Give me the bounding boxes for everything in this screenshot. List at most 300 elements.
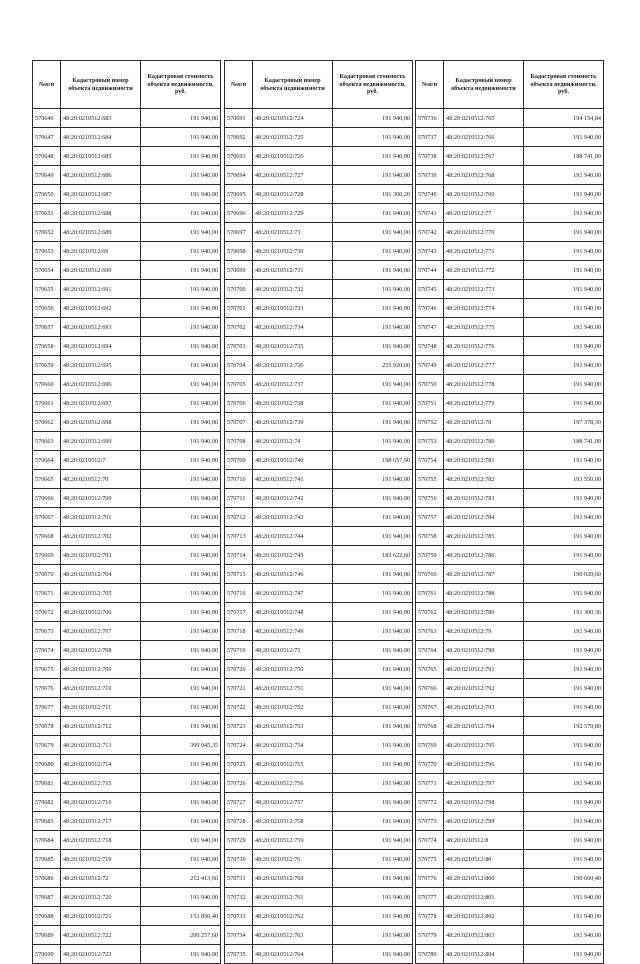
cadastral-value: 191 940,00 xyxy=(524,793,604,812)
table-row xyxy=(33,299,221,318)
row-number: 570748 xyxy=(416,337,444,356)
cadastral-number: 48:20:0210512:773 xyxy=(444,280,524,299)
cadastral-value: 191 940,00 xyxy=(333,394,413,413)
cadastral-value: 191 940,00 xyxy=(141,622,221,641)
table-row xyxy=(416,698,604,717)
row-number: 570690 xyxy=(33,945,61,964)
row-number: 570652 xyxy=(33,223,61,242)
table-row xyxy=(225,432,413,451)
row-number: 570693 xyxy=(225,147,253,166)
table-row xyxy=(225,717,413,736)
cadastral-number: 48:20:0210512:712 xyxy=(61,717,141,736)
table-row xyxy=(416,261,604,280)
table-row xyxy=(33,337,221,356)
cadastral-value: 191 940,00 xyxy=(333,280,413,299)
cadastral-number: 48:20:0210512:746 xyxy=(253,565,333,584)
cadastral-number: 48:20:0210512:803 xyxy=(444,926,524,945)
cadastral-number: 48:20:0210512:689 xyxy=(61,223,141,242)
row-number: 570689 xyxy=(33,926,61,945)
header-row xyxy=(33,61,221,109)
table-row xyxy=(33,717,221,736)
cadastral-value: 191 940,00 xyxy=(333,888,413,907)
cadastral-value: 191 940,00 xyxy=(141,261,221,280)
cadastral-value: 191 940,00 xyxy=(524,223,604,242)
cadastral-number: 48:20:0210512:74 xyxy=(253,432,333,451)
table-row xyxy=(225,565,413,584)
table-row xyxy=(416,375,604,394)
row-number: 570762 xyxy=(416,603,444,622)
cadastral-value: 191 940,00 xyxy=(141,337,221,356)
cadastral-number: 48:20:0210512:79 xyxy=(444,622,524,641)
row-number: 570738 xyxy=(416,147,444,166)
cadastral-value: 191 940,00 xyxy=(141,717,221,736)
table-row xyxy=(416,356,604,375)
cadastral-value: 191 940,00 xyxy=(141,508,221,527)
cadastral-value: 191 940,00 xyxy=(141,850,221,869)
cadastral-number: 48:20:0210512:738 xyxy=(253,394,333,413)
cadastral-value: 191 940,00 xyxy=(141,660,221,679)
row-number: 570713 xyxy=(225,527,253,546)
row-number: 570709 xyxy=(225,451,253,470)
cadastral-number: 48:20:0210512:777 xyxy=(444,356,524,375)
cadastral-number: 48:20:0210512:760 xyxy=(253,869,333,888)
row-number: 570662 xyxy=(33,413,61,432)
row-number: 570778 xyxy=(416,907,444,926)
table-row xyxy=(416,850,604,869)
row-number: 570649 xyxy=(33,166,61,185)
cadastral-number: 48:20:0210512:791 xyxy=(444,660,524,679)
cadastral-value: 191 940,00 xyxy=(141,204,221,223)
row-number: 570763 xyxy=(416,622,444,641)
row-number: 570665 xyxy=(33,470,61,489)
cadastral-number: 48:20:0210512:775 xyxy=(444,318,524,337)
cadastral-value: 191 940,00 xyxy=(524,831,604,850)
row-number: 570664 xyxy=(33,451,61,470)
cadastral-number: 48:20:0210512:726 xyxy=(253,147,333,166)
table-row xyxy=(225,489,413,508)
row-number: 570714 xyxy=(225,546,253,565)
table-row xyxy=(416,413,604,432)
cadastral-value: 191 940,00 xyxy=(333,907,413,926)
cadastral-value: 191 940,00 xyxy=(141,793,221,812)
row-number: 570725 xyxy=(225,755,253,774)
row-number: 570670 xyxy=(33,565,61,584)
cadastral-number: 48:20:0210512:80 xyxy=(444,850,524,869)
cadastral-number: 48:20:0210512:716 xyxy=(61,793,141,812)
cadastral-number: 48:20:0210512:739 xyxy=(253,413,333,432)
table-row xyxy=(416,489,604,508)
table-row xyxy=(416,299,604,318)
header-cadastral-number: Кадастровый номер объекта недвижимости xyxy=(253,61,333,109)
cadastral-number: 48:20:0210512:758 xyxy=(253,812,333,831)
cadastral-number: 48:20:0210512:776 xyxy=(444,337,524,356)
row-number: 570729 xyxy=(225,831,253,850)
table-row xyxy=(33,812,221,831)
cadastral-value: 191 940,00 xyxy=(524,812,604,831)
cadastral-number: 48:20:0210512:753 xyxy=(253,717,333,736)
cadastral-value: 191 940,00 xyxy=(524,888,604,907)
table-row xyxy=(225,413,413,432)
row-number: 570749 xyxy=(416,356,444,375)
row-number: 570733 xyxy=(225,907,253,926)
cadastral-value: 191 940,00 xyxy=(141,546,221,565)
cadastral-value: 191 940,00 xyxy=(333,223,413,242)
cadastral-number: 48:20:0210512:745 xyxy=(253,546,333,565)
cadastral-number: 48:20:0210512:69 xyxy=(61,242,141,261)
cadastral-value: 191 940,00 xyxy=(333,337,413,356)
table-row xyxy=(33,546,221,565)
cadastral-value: 191 940,00 xyxy=(141,812,221,831)
row-number: 570687 xyxy=(33,888,61,907)
cadastral-number: 48:20:0210512:702 xyxy=(61,527,141,546)
row-number: 570752 xyxy=(416,413,444,432)
header-cadastral-value: Кадастровая стоимость объекта недвижимости, руб. xyxy=(333,61,413,109)
table-row xyxy=(416,641,604,660)
cadastral-value: 191 940,00 xyxy=(141,109,221,128)
row-number: 570646 xyxy=(33,109,61,128)
table-row xyxy=(416,280,604,299)
row-number: 570764 xyxy=(416,641,444,660)
table-row xyxy=(33,128,221,147)
table-row xyxy=(33,736,221,755)
cadastral-table-2 xyxy=(224,60,413,964)
cadastral-number: 48:20:0210512:789 xyxy=(444,603,524,622)
cadastral-value: 191 940,00 xyxy=(333,945,413,964)
table-row xyxy=(416,736,604,755)
table-row xyxy=(416,185,604,204)
row-number: 570648 xyxy=(33,147,61,166)
cadastral-number: 48:20:0210512:730 xyxy=(253,242,333,261)
row-number: 570702 xyxy=(225,318,253,337)
cadastral-number: 48:20:0210512:757 xyxy=(253,793,333,812)
cadastral-value: 191 940,00 xyxy=(333,109,413,128)
row-number: 570658 xyxy=(33,337,61,356)
row-number: 570732 xyxy=(225,888,253,907)
header-cadastral-value: Кадастровая стоимость объекта недвижимости, руб. xyxy=(524,61,604,109)
cadastral-number: 48:20:0210512:741 xyxy=(253,470,333,489)
table-row xyxy=(33,280,221,299)
row-number: 570739 xyxy=(416,166,444,185)
cadastral-value: 191 940,00 xyxy=(524,242,604,261)
cadastral-number: 48:20:0210512:700 xyxy=(61,489,141,508)
table-row xyxy=(225,793,413,812)
cadastral-value: 198 657,90 xyxy=(333,451,413,470)
cadastral-number: 48:20:0210512:78 xyxy=(444,413,524,432)
row-number: 570735 xyxy=(225,945,253,964)
table-row xyxy=(33,413,221,432)
cadastral-value: 191 940,00 xyxy=(524,907,604,926)
table-row xyxy=(225,945,413,964)
table-row xyxy=(33,489,221,508)
row-number: 570777 xyxy=(416,888,444,907)
table-row xyxy=(33,755,221,774)
cadastral-value: 191 940,00 xyxy=(333,603,413,622)
cadastral-number: 48:20:0210512:718 xyxy=(61,831,141,850)
cadastral-number: 48:20:0210512:713 xyxy=(61,736,141,755)
row-number: 570700 xyxy=(225,280,253,299)
cadastral-number: 48:20:0210512:77 xyxy=(444,204,524,223)
cadastral-number: 48:20:0210512:685 xyxy=(61,147,141,166)
cadastral-number: 48:20:0210512:774 xyxy=(444,299,524,318)
cadastral-value: 191 940,00 xyxy=(333,204,413,223)
table-row xyxy=(33,888,221,907)
table-row xyxy=(416,945,604,964)
row-number: 570710 xyxy=(225,470,253,489)
cadastral-value: 191 940,00 xyxy=(141,128,221,147)
cadastral-number: 48:20:0210512:733 xyxy=(253,299,333,318)
row-number: 570684 xyxy=(33,831,61,850)
table-row xyxy=(225,147,413,166)
cadastral-value: 191 940,00 xyxy=(524,641,604,660)
cadastral-number: 48:20:0210512:751 xyxy=(253,679,333,698)
cadastral-value: 191 940,00 xyxy=(333,470,413,489)
table-row xyxy=(225,299,413,318)
row-number: 570659 xyxy=(33,356,61,375)
table-row xyxy=(416,527,604,546)
row-number: 570753 xyxy=(416,432,444,451)
row-number: 570718 xyxy=(225,622,253,641)
cadastral-value: 191 940,00 xyxy=(141,299,221,318)
cadastral-value: 191 940,00 xyxy=(333,299,413,318)
cadastral-value: 191 940,00 xyxy=(141,774,221,793)
table-row xyxy=(225,166,413,185)
cadastral-value: 191 940,00 xyxy=(524,280,604,299)
row-number: 570740 xyxy=(416,185,444,204)
cadastral-value: 191 940,00 xyxy=(524,185,604,204)
cadastral-number: 48:20:0210512:800 xyxy=(444,869,524,888)
row-number: 570754 xyxy=(416,451,444,470)
table-row xyxy=(33,470,221,489)
table-row xyxy=(416,907,604,926)
row-number: 570769 xyxy=(416,736,444,755)
table-row xyxy=(225,223,413,242)
row-number: 570779 xyxy=(416,926,444,945)
cadastral-number: 48:20:0210512:786 xyxy=(444,546,524,565)
cadastral-number: 48:20:0210512:781 xyxy=(444,451,524,470)
row-number: 570666 xyxy=(33,489,61,508)
cadastral-number: 48:20:0210512:73 xyxy=(253,223,333,242)
cadastral-number: 48:20:0210512:731 xyxy=(253,261,333,280)
cadastral-number: 48:20:0210512:711 xyxy=(61,698,141,717)
table-row xyxy=(225,869,413,888)
cadastral-value: 191 940,00 xyxy=(333,565,413,584)
cadastral-number: 48:20:0210512:7 xyxy=(61,451,141,470)
cadastral-value: 191 940,00 xyxy=(141,318,221,337)
cadastral-value: 191 940,00 xyxy=(524,166,604,185)
cadastral-number: 48:20:0210512:766 xyxy=(444,128,524,147)
header-cadastral-number: Кадастровый номер объекта недвижимости xyxy=(444,61,524,109)
cadastral-value: 191 940,00 xyxy=(141,888,221,907)
cadastral-number: 48:20:0210512:693 xyxy=(61,318,141,337)
cadastral-number: 48:20:0210512:70 xyxy=(61,470,141,489)
row-number: 570751 xyxy=(416,394,444,413)
cadastral-number: 48:20:0210512:749 xyxy=(253,622,333,641)
cadastral-number: 48:20:0210512:714 xyxy=(61,755,141,774)
table-row xyxy=(416,793,604,812)
row-number: 570776 xyxy=(416,869,444,888)
table-row xyxy=(225,261,413,280)
cadastral-number: 48:20:0210512:788 xyxy=(444,584,524,603)
cadastral-value: 200 257,60 xyxy=(141,926,221,945)
row-number: 570747 xyxy=(416,318,444,337)
table-row xyxy=(416,812,604,831)
table-row xyxy=(225,185,413,204)
row-number: 570696 xyxy=(225,204,253,223)
cadastral-value: 191 940,00 xyxy=(333,413,413,432)
cadastral-value: 191 940,00 xyxy=(141,432,221,451)
row-number: 570772 xyxy=(416,793,444,812)
cadastral-number: 48:20:0210512:736 xyxy=(253,356,333,375)
cadastral-number: 48:20:0210512:765 xyxy=(444,109,524,128)
header-num: №п/п xyxy=(416,61,444,109)
row-number: 570744 xyxy=(416,261,444,280)
cadastral-value: 191 940,00 xyxy=(333,128,413,147)
cadastral-value: 191 940,00 xyxy=(141,603,221,622)
table-row xyxy=(225,831,413,850)
row-number: 570721 xyxy=(225,679,253,698)
cadastral-number: 48:20:0210512:683 xyxy=(61,109,141,128)
cadastral-value: 212 413,60 xyxy=(141,869,221,888)
cadastral-number: 48:20:0210512:721 xyxy=(61,907,141,926)
cadastral-value: 191 940,00 xyxy=(333,831,413,850)
cadastral-number: 48:20:0210512:729 xyxy=(253,204,333,223)
table-row xyxy=(33,261,221,280)
row-number: 570773 xyxy=(416,812,444,831)
table-row xyxy=(225,679,413,698)
row-number: 570697 xyxy=(225,223,253,242)
cadastral-number: 48:20:0210512:732 xyxy=(253,280,333,299)
row-number: 570669 xyxy=(33,546,61,565)
cadastral-number: 48:20:0210512:761 xyxy=(253,888,333,907)
row-number: 570705 xyxy=(225,375,253,394)
cadastral-number: 48:20:0210512:792 xyxy=(444,679,524,698)
table-row xyxy=(416,546,604,565)
table-row xyxy=(225,755,413,774)
row-number: 570758 xyxy=(416,527,444,546)
cadastral-value: 191 940,00 xyxy=(333,926,413,945)
table-row xyxy=(33,166,221,185)
cadastral-number: 48:20:0210512:697 xyxy=(61,394,141,413)
cadastral-number: 48:20:0210512:690 xyxy=(61,261,141,280)
row-number: 570711 xyxy=(225,489,253,508)
table-row xyxy=(225,242,413,261)
table-row xyxy=(33,318,221,337)
cadastral-value: 191 940,00 xyxy=(524,945,604,964)
cadastral-number: 48:20:0210512:756 xyxy=(253,774,333,793)
row-number: 570767 xyxy=(416,698,444,717)
cadastral-number: 48:20:0210512:768 xyxy=(444,166,524,185)
row-number: 570688 xyxy=(33,907,61,926)
table-row xyxy=(225,356,413,375)
cadastral-value: 191 940,00 xyxy=(333,641,413,660)
table-row xyxy=(33,223,221,242)
row-number: 570655 xyxy=(33,280,61,299)
cadastral-number: 48:20:0210512:752 xyxy=(253,698,333,717)
row-number: 570704 xyxy=(225,356,253,375)
row-number: 570667 xyxy=(33,508,61,527)
row-number: 570699 xyxy=(225,261,253,280)
cadastral-value: 191 940,00 xyxy=(141,185,221,204)
cadastral-value: 191 940,00 xyxy=(333,584,413,603)
cadastral-value: 191 940,00 xyxy=(524,375,604,394)
cadastral-value: 191 940,00 xyxy=(333,242,413,261)
row-number: 570774 xyxy=(416,831,444,850)
cadastral-number: 48:20:0210512:722 xyxy=(61,926,141,945)
cadastral-value: 191 940,00 xyxy=(524,546,604,565)
cadastral-number: 48:20:0210512:691 xyxy=(61,280,141,299)
cadastral-value: 191 940,00 xyxy=(141,679,221,698)
cadastral-value: 191 940,00 xyxy=(333,774,413,793)
cadastral-number: 48:20:0210512:703 xyxy=(61,546,141,565)
table-row xyxy=(33,204,221,223)
table-row xyxy=(225,698,413,717)
cadastral-number: 48:20:0210512:770 xyxy=(444,223,524,242)
cadastral-number: 48:20:0210512:744 xyxy=(253,527,333,546)
cadastral-number: 48:20:0210512:72 xyxy=(61,869,141,888)
cadastral-value: 191 940,00 xyxy=(333,736,413,755)
cadastral-number: 48:20:0210512:762 xyxy=(253,907,333,926)
cadastral-value: 191 940,00 xyxy=(141,451,221,470)
row-number: 570671 xyxy=(33,584,61,603)
cadastral-number: 48:20:0210512:764 xyxy=(253,945,333,964)
table-row xyxy=(416,337,604,356)
cadastral-number: 48:20:0210512:710 xyxy=(61,679,141,698)
cadastral-value: 191 940,00 xyxy=(333,147,413,166)
cadastral-value: 197 378,30 xyxy=(524,413,604,432)
table-row xyxy=(225,128,413,147)
cadastral-number: 48:20:0210512:75 xyxy=(253,641,333,660)
table-row xyxy=(225,280,413,299)
cadastral-number: 48:20:0210512:715 xyxy=(61,774,141,793)
cadastral-value: 191 940,00 xyxy=(524,318,604,337)
cadastral-number: 48:20:0210512:798 xyxy=(444,793,524,812)
cadastral-value: 191 940,00 xyxy=(141,223,221,242)
header-cadastral-number: Кадастровый номер объекта недвижимости xyxy=(61,61,141,109)
cadastral-number: 48:20:0210512:784 xyxy=(444,508,524,527)
row-number: 570660 xyxy=(33,375,61,394)
row-number: 570651 xyxy=(33,204,61,223)
cadastral-value: 191 940,00 xyxy=(524,679,604,698)
row-number: 570728 xyxy=(225,812,253,831)
header-row xyxy=(416,61,604,109)
cadastral-number: 48:20:0210512:801 xyxy=(444,888,524,907)
row-number: 570760 xyxy=(416,565,444,584)
cadastral-number: 48:20:0210512:717 xyxy=(61,812,141,831)
cadastral-number: 48:20:0210512:742 xyxy=(253,489,333,508)
cadastral-value: 191 940,00 xyxy=(524,337,604,356)
row-number: 570681 xyxy=(33,774,61,793)
cadastral-value: 193 550,00 xyxy=(524,470,604,489)
table-row xyxy=(225,508,413,527)
cadastral-number: 48:20:0210512:705 xyxy=(61,584,141,603)
row-number: 570737 xyxy=(416,128,444,147)
table-row xyxy=(33,907,221,926)
cadastral-value: 191 940,00 xyxy=(524,356,604,375)
header-num: №п/п xyxy=(33,61,61,109)
row-number: 570756 xyxy=(416,489,444,508)
table-row xyxy=(33,622,221,641)
cadastral-value: 191 940,00 xyxy=(524,926,604,945)
table-row xyxy=(225,888,413,907)
cadastral-value: 191 940,00 xyxy=(141,527,221,546)
table-row xyxy=(33,242,221,261)
table-row xyxy=(33,584,221,603)
table-row xyxy=(225,318,413,337)
table-row xyxy=(33,508,221,527)
table-row xyxy=(225,622,413,641)
row-number: 570683 xyxy=(33,812,61,831)
table-row xyxy=(33,109,221,128)
